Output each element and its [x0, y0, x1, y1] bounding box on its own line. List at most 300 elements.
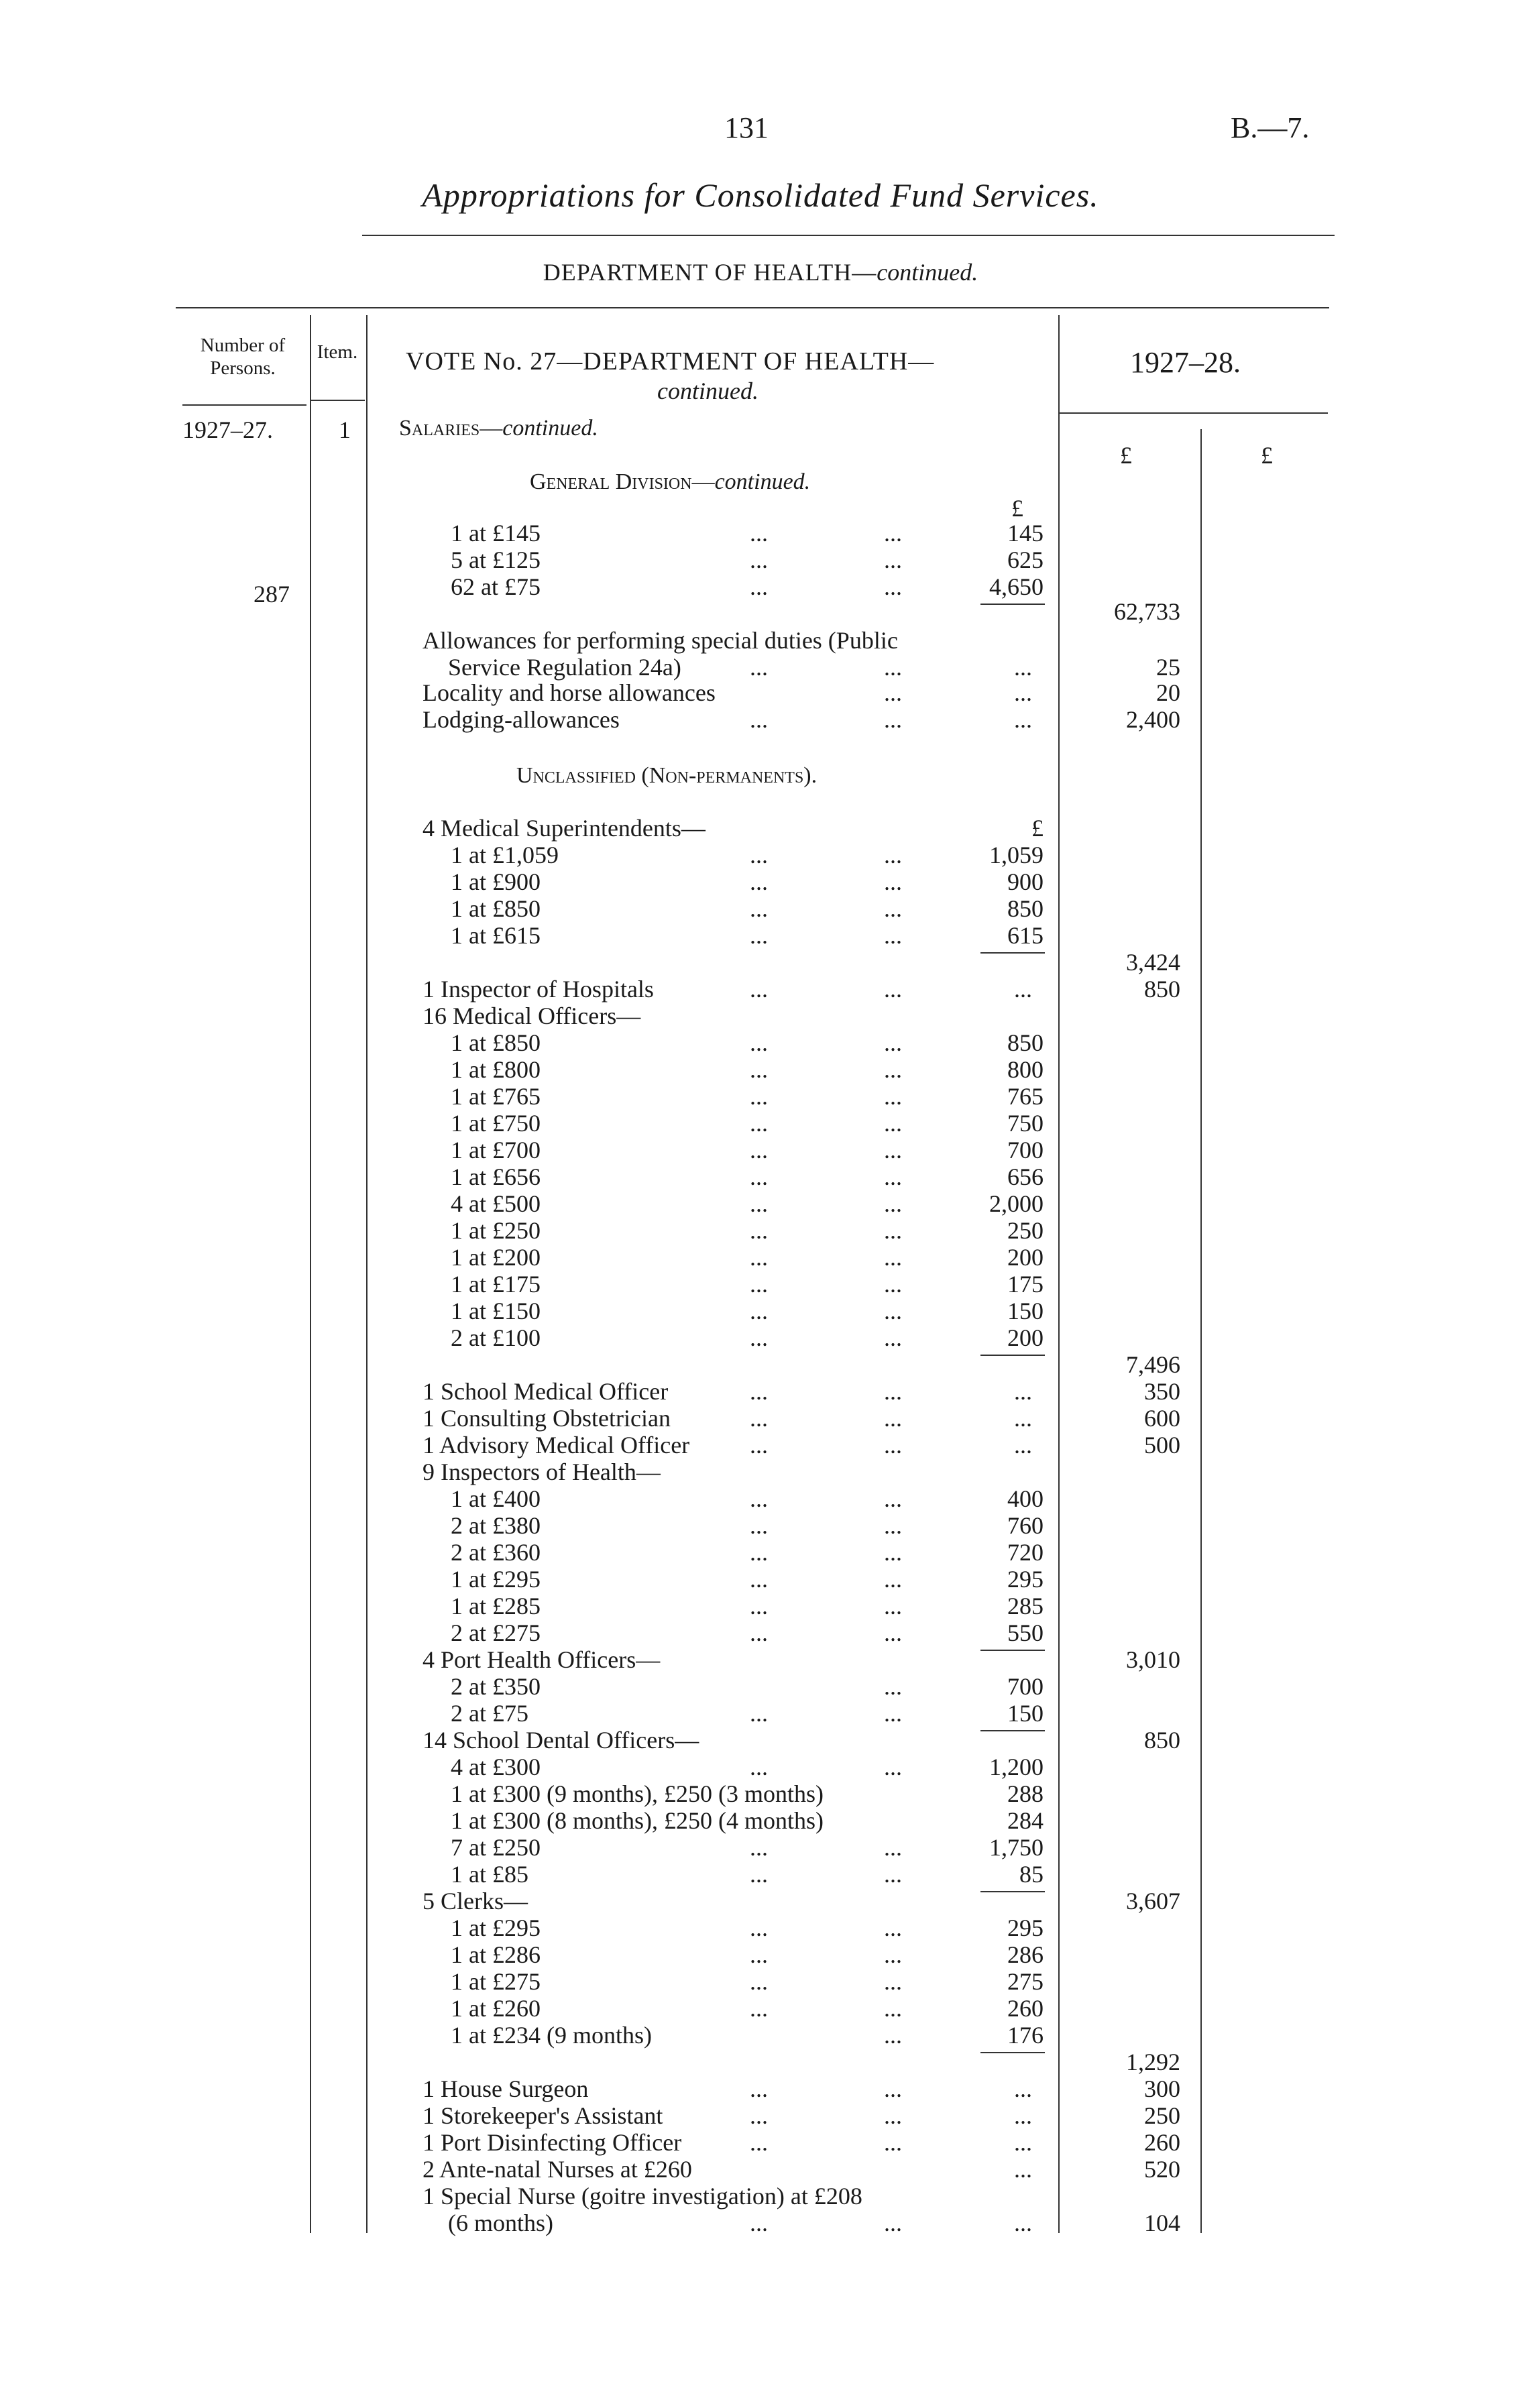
amount-total: 500: [1144, 1432, 1180, 1458]
leader-dots: ...: [750, 1029, 768, 1056]
leader-dots: ...: [884, 2075, 902, 2102]
leader-dots: ...: [884, 2022, 902, 2049]
leader-dots: ...: [884, 1137, 902, 1163]
amount-subitem: 85: [1019, 1861, 1044, 1888]
leader-dots: ...: [750, 1163, 768, 1190]
leader-dots: ...: [884, 895, 902, 922]
table-row: [0, 1995, 1521, 2022]
row-label: (6 months): [448, 2210, 553, 2236]
amount-subitem: 1,200: [989, 1754, 1044, 1780]
row-label: 1 at £750: [451, 1110, 541, 1137]
leader-dots: ...: [750, 1968, 768, 1995]
leader-dots: ...: [750, 2129, 768, 2156]
amount-total: 7,496: [1126, 1351, 1180, 1378]
table-row: [0, 1754, 1521, 1780]
leader-dots: ...: [750, 1110, 768, 1137]
table-row: [0, 1780, 1521, 1807]
leader-dots: ...: [884, 1566, 902, 1593]
row-label: 1 at £85: [451, 1861, 528, 1888]
row-label: 1 at £615: [451, 922, 541, 949]
amount-total: 600: [1144, 1405, 1180, 1432]
table-row: [0, 679, 1521, 706]
amount-subitem: 260: [1007, 1995, 1044, 2022]
title-rule: [362, 235, 1335, 236]
leader-dots: ...: [750, 1941, 768, 1968]
row-label: £: [1011, 495, 1023, 522]
row-label: 4 at £500: [451, 1190, 541, 1217]
leader-dots: ...: [884, 1190, 902, 1217]
row-label: 1 at £285: [451, 1593, 541, 1619]
row-label: 4 at £300: [451, 1754, 541, 1780]
leader-dots: ...: [750, 1217, 768, 1244]
table-row: [0, 1405, 1521, 1432]
table-row: [0, 1163, 1521, 1190]
leader-dots: ...: [750, 2075, 768, 2102]
amount-total: 62,733: [1114, 598, 1180, 625]
amount-total: 350: [1144, 1378, 1180, 1405]
table-row: [0, 654, 1521, 681]
table-row: [0, 1351, 1521, 1378]
table-row: [0, 1029, 1521, 1056]
row-label: 1 Special Nurse (goitre investigation) at £208: [422, 2183, 862, 2210]
row-label: Lodging-allowances: [422, 706, 620, 733]
table-row: [0, 1002, 1521, 1029]
table-row: [0, 2183, 1521, 2210]
amount-subitem: 250: [1007, 1217, 1044, 1244]
leader-dots: ...: [884, 1298, 902, 1324]
amount-subitem: 150: [1007, 1700, 1044, 1727]
table-row: [0, 1593, 1521, 1619]
row-label: 1 at £400: [451, 1485, 541, 1512]
col-item: Item.: [317, 341, 358, 363]
leader-dots: ...: [750, 1754, 768, 1780]
leader-dots: ...: [884, 654, 902, 681]
leader-dots: ...: [884, 1485, 902, 1512]
leader-dots: ...: [884, 573, 902, 600]
row-label: 2 at £75: [451, 1700, 528, 1727]
amount-total: 250: [1144, 2102, 1180, 2129]
leader-dots: ...: [750, 654, 768, 681]
vote-title: VOTE No. 27—DEPARTMENT OF HEALTH—: [406, 347, 935, 376]
table-row: [0, 573, 1521, 600]
row-label: 14 School Dental Officers—: [422, 1727, 699, 1754]
amount-total: 300: [1144, 2075, 1180, 2102]
row-label: 1 at £200: [451, 1244, 541, 1271]
leader-dots: ...: [750, 2210, 768, 2236]
leader-dots: ...: [884, 1861, 902, 1888]
amount-total: 260: [1144, 2129, 1180, 2156]
amount-subitem: 700: [1007, 1673, 1044, 1700]
row-label: 16 Medical Officers—: [422, 1002, 641, 1029]
amount-total: 850: [1144, 976, 1180, 1002]
leader-dots: ...: [884, 1324, 902, 1351]
leader-dots: ...: [884, 1110, 902, 1137]
page-number: 131: [724, 111, 769, 144]
row-label: 1 at £850: [451, 1029, 541, 1056]
amount-subitem: 200: [1007, 1244, 1044, 1271]
leader-dots: ...: [1014, 654, 1032, 681]
page-title: Appropriations for Consolidated Fund Services.: [422, 176, 1099, 214]
row-label: 1 at £300 (9 months), £250 (3 months): [451, 1780, 824, 1807]
row-label: Service Regulation 24a): [448, 654, 681, 681]
amount-subitem: 150: [1007, 1298, 1044, 1324]
amount-total: 3,607: [1126, 1888, 1180, 1914]
leader-dots: ...: [750, 573, 768, 600]
amount-subitem: 2,000: [989, 1190, 1044, 1217]
leader-dots: ...: [884, 1968, 902, 1995]
leader-dots: ...: [750, 1566, 768, 1593]
amount-total: 20: [1156, 679, 1180, 706]
amount-subitem: 145: [1007, 520, 1044, 547]
leader-dots: ...: [750, 1995, 768, 2022]
table-row: [0, 706, 1521, 733]
table-row: [0, 1432, 1521, 1458]
table-row: [0, 598, 1521, 625]
row-label: 1 at £145: [451, 520, 541, 547]
leader-dots: ...: [884, 706, 902, 733]
leader-dots: ...: [1014, 2075, 1032, 2102]
table-row: [0, 1914, 1521, 1941]
document-reference: B.—7.: [1231, 111, 1310, 144]
amount-subitem: 286: [1007, 1941, 1044, 1968]
amount-subitem: 850: [1007, 1029, 1044, 1056]
table-row: [0, 922, 1521, 949]
leader-dots: ...: [1014, 1378, 1032, 1405]
row-label: 2 at £360: [451, 1539, 541, 1566]
leader-dots: ...: [750, 1298, 768, 1324]
salaries-heading: Salaries—continued.: [399, 416, 598, 441]
row-label: 1 Port Disinfecting Officer: [422, 2129, 682, 2156]
leader-dots: ...: [750, 520, 768, 547]
leader-dots: ...: [884, 1217, 902, 1244]
leader-dots: ...: [884, 1995, 902, 2022]
leader-dots: ...: [750, 842, 768, 868]
leader-dots: ...: [884, 1941, 902, 1968]
row-label: 1 at £295: [451, 1914, 541, 1941]
table-row: [0, 895, 1521, 922]
table-row: [0, 1941, 1521, 1968]
leader-dots: ...: [884, 1512, 902, 1539]
amount-subitem: 295: [1007, 1914, 1044, 1941]
leader-dots: ...: [1014, 2210, 1032, 2236]
leader-dots: ...: [884, 1593, 902, 1619]
table-row: [0, 520, 1521, 547]
amount-subitem: 656: [1007, 1163, 1044, 1190]
subtotal-rule: [980, 952, 1045, 954]
row-label: 1 at £850: [451, 895, 541, 922]
amount-subitem: 615: [1007, 922, 1044, 949]
amount-subitem: 200: [1007, 1324, 1044, 1351]
amount-subitem: 765: [1007, 1083, 1044, 1110]
row-label: 1 at £275: [451, 1968, 541, 1995]
amount-subitem: 285: [1007, 1593, 1044, 1619]
leader-dots: ...: [1014, 1405, 1032, 1432]
leader-dots: ...: [884, 1914, 902, 1941]
leader-dots: ...: [1014, 2102, 1032, 2129]
leader-dots: ...: [884, 547, 902, 573]
table-row: [0, 1485, 1521, 1512]
table-row: [0, 1888, 1521, 1914]
vote-title-continued: continued.: [657, 378, 758, 404]
table-row: [0, 949, 1521, 976]
table-row: [0, 2156, 1521, 2183]
amount-total: 3,010: [1126, 1646, 1180, 1673]
row-label: 1 at £295: [451, 1566, 541, 1593]
amount-total: 2,400: [1126, 706, 1180, 733]
table-row: [0, 815, 1521, 842]
leader-dots: ...: [1014, 2156, 1032, 2183]
row-label: 2 at £380: [451, 1512, 541, 1539]
leader-dots: ...: [750, 868, 768, 895]
leader-dots: ...: [884, 1619, 902, 1646]
persons-count: 287: [253, 581, 290, 608]
leader-dots: ...: [884, 1163, 902, 1190]
table-row: [0, 2075, 1521, 2102]
amount-subitem: 850: [1007, 895, 1044, 922]
table-row: [0, 1083, 1521, 1110]
leader-dots: ...: [750, 895, 768, 922]
table-row: [0, 1271, 1521, 1298]
subtotal-rule: [980, 1730, 1045, 1731]
table-row: [0, 1298, 1521, 1324]
row-label: 1 at £286: [451, 1941, 541, 1968]
leader-dots: ...: [750, 1271, 768, 1298]
leader-dots: ...: [750, 1914, 768, 1941]
leader-dots: ...: [1014, 976, 1032, 1002]
amount-subitem: 700: [1007, 1137, 1044, 1163]
leader-dots: ...: [884, 679, 902, 706]
table-row: [0, 1217, 1521, 1244]
leader-dots: ...: [750, 1593, 768, 1619]
amount-subitem: 625: [1007, 547, 1044, 573]
leader-dots: ...: [884, 1378, 902, 1405]
row-label: 1 at £150: [451, 1298, 541, 1324]
leader-dots: ...: [884, 1700, 902, 1727]
leader-dots: ...: [884, 1244, 902, 1271]
row-label: 1 at £656: [451, 1163, 541, 1190]
leader-dots: ...: [884, 1834, 902, 1861]
row-label: 1 at £250: [451, 1217, 541, 1244]
table-row: [0, 1646, 1521, 1673]
amount-total: 3,424: [1126, 949, 1180, 976]
amount-subitem: 288: [1007, 1780, 1044, 1807]
leader-dots: ...: [884, 1083, 902, 1110]
amount-subitem: 900: [1007, 868, 1044, 895]
leader-dots: ...: [750, 1700, 768, 1727]
subtotal-rule: [980, 1650, 1045, 1651]
row-label: 1 at £765: [451, 1083, 541, 1110]
leader-dots: ...: [884, 1673, 902, 1700]
leader-dots: ...: [884, 922, 902, 949]
subtotal-rule: [980, 1891, 1045, 1892]
leader-dots: ...: [1014, 706, 1032, 733]
row-label: 1 at £700: [451, 1137, 541, 1163]
row-label: 1 House Surgeon: [422, 2075, 589, 2102]
table-row: [0, 1727, 1521, 1754]
leader-dots: ...: [750, 1378, 768, 1405]
amount-subitem: 1,750: [989, 1834, 1044, 1861]
leader-dots: ...: [750, 2102, 768, 2129]
row-label: 1 Inspector of Hospitals: [422, 976, 654, 1002]
leader-dots: ...: [750, 1083, 768, 1110]
table-row: [0, 1539, 1521, 1566]
amount-subitem: 176: [1007, 2022, 1044, 2049]
table-row: [0, 1056, 1521, 1083]
row-label: 1 at £175: [451, 1271, 541, 1298]
leader-dots: ...: [750, 1190, 768, 1217]
row-label: 1 School Medical Officer: [422, 1378, 669, 1405]
amount-subitem: 1,059: [989, 842, 1044, 868]
table-row: [0, 1968, 1521, 1995]
table-row: [0, 547, 1521, 573]
col-number-of-persons: Number of Persons.: [200, 335, 286, 379]
leader-dots: ...: [750, 1619, 768, 1646]
row-label: 2 Ante-natal Nurses at £260: [422, 2156, 692, 2183]
leader-dots: ...: [750, 1861, 768, 1888]
table-row: [0, 842, 1521, 868]
leader-dots: ...: [750, 1539, 768, 1566]
header-rule-year: [1060, 412, 1328, 414]
leader-dots: ...: [750, 922, 768, 949]
leader-dots: ...: [884, 2129, 902, 2156]
leader-dots: ...: [884, 1405, 902, 1432]
leader-dots: ...: [884, 1539, 902, 1566]
table-row: [0, 1566, 1521, 1593]
general-division-heading: General Division—continued.: [530, 469, 811, 494]
amount-subitem: 4,650: [989, 573, 1044, 600]
row-label: 1 at £234 (9 months): [451, 2022, 652, 2049]
leader-dots: ...: [884, 1056, 902, 1083]
amount-subitem: 750: [1007, 1110, 1044, 1137]
leader-dots: ...: [750, 1834, 768, 1861]
leader-dots: ...: [750, 1324, 768, 1351]
amount-subitem: 760: [1007, 1512, 1044, 1539]
leader-dots: ...: [750, 1056, 768, 1083]
department-heading: DEPARTMENT OF HEALTH—continued.: [543, 259, 978, 286]
row-label: 1 at £1,059: [451, 842, 559, 868]
table-row: [0, 2102, 1521, 2129]
table-row: [0, 868, 1521, 895]
leader-dots: ...: [884, 1029, 902, 1056]
row-label: 1 at £300 (8 months), £250 (4 months): [451, 1807, 824, 1834]
pound-sign-col2: £: [1120, 442, 1132, 469]
amount-subitem: £: [1031, 815, 1044, 842]
amount-subitem: 284: [1007, 1807, 1044, 1834]
row-label: 1 at £260: [451, 1995, 541, 2022]
leader-dots: ...: [750, 976, 768, 1002]
table-row: [0, 2022, 1521, 2049]
leader-dots: ...: [750, 547, 768, 573]
leader-dots: ...: [884, 842, 902, 868]
row-label: 2 at £275: [451, 1619, 541, 1646]
row-label: 1 at £800: [451, 1056, 541, 1083]
row-label: 9 Inspectors of Health—: [422, 1458, 661, 1485]
row-label: 5 at £125: [451, 547, 541, 573]
table-row: [0, 1244, 1521, 1271]
leader-dots: ...: [884, 1754, 902, 1780]
leader-dots: ...: [884, 1432, 902, 1458]
subtotal-rule: [980, 1355, 1045, 1356]
row-label: 1 Consulting Obstetrician: [422, 1405, 671, 1432]
leader-dots: ...: [750, 1244, 768, 1271]
table-row: [0, 1190, 1521, 1217]
table-row: [0, 1378, 1521, 1405]
subtotal-rule: [980, 2052, 1045, 2053]
table-row: [0, 976, 1521, 1002]
amount-total: 25: [1156, 654, 1180, 681]
row-label: 1 Storekeeper's Assistant: [422, 2102, 663, 2129]
amount-total: 520: [1144, 2156, 1180, 2183]
row-label: 4 Medical Superintendents—: [422, 815, 706, 842]
table-row: [0, 2049, 1521, 2075]
year-left: 1927–27.: [182, 416, 273, 443]
item-number: 1: [339, 416, 351, 443]
leader-dots: ...: [750, 706, 768, 733]
amount-subitem: 400: [1007, 1485, 1044, 1512]
leader-dots: ...: [750, 1432, 768, 1458]
header-top-rule: [176, 307, 1329, 308]
table-row: [0, 1807, 1521, 1834]
amount-subitem: 720: [1007, 1539, 1044, 1566]
table-row: [0, 1673, 1521, 1700]
leader-dots: ...: [884, 520, 902, 547]
table-row: [0, 1619, 1521, 1646]
table-row: [0, 1458, 1521, 1485]
row-label: 2 at £350: [451, 1673, 541, 1700]
table-row: [0, 1861, 1521, 1888]
leader-dots: ...: [884, 2210, 902, 2236]
leader-dots: ...: [884, 1271, 902, 1298]
leader-dots: ...: [1014, 679, 1032, 706]
table-row: [0, 1137, 1521, 1163]
header-rule-item: [310, 400, 365, 401]
table-row: [0, 1700, 1521, 1727]
table-row: [0, 627, 1521, 654]
amount-total: 104: [1144, 2210, 1180, 2236]
row-label: 2 at £100: [451, 1324, 541, 1351]
year-heading: 1927–28.: [1130, 346, 1241, 379]
row-label: Locality and horse allowances: [422, 679, 716, 706]
table-row: [0, 1834, 1521, 1861]
amount-subitem: 175: [1007, 1271, 1044, 1298]
leader-dots: ...: [884, 976, 902, 1002]
row-label: 1 Advisory Medical Officer: [422, 1432, 690, 1458]
pound-sign-col3: £: [1261, 442, 1273, 469]
amount-subitem: 275: [1007, 1968, 1044, 1995]
header-rule-left: [182, 404, 306, 406]
row-label: 4 Port Health Officers—: [422, 1646, 661, 1673]
table-row: [0, 1324, 1521, 1351]
row-label: 1 at £900: [451, 868, 541, 895]
leader-dots: ...: [1014, 1432, 1032, 1458]
leader-dots: ...: [750, 1405, 768, 1432]
leader-dots: ...: [750, 1512, 768, 1539]
table-row: [0, 495, 1521, 522]
table-row: [0, 2129, 1521, 2156]
amount-subitem: 295: [1007, 1566, 1044, 1593]
table-row: [0, 1110, 1521, 1137]
row-label: 7 at £250: [451, 1834, 541, 1861]
leader-dots: ...: [1014, 2129, 1032, 2156]
row-label: 62 at £75: [451, 573, 541, 600]
leader-dots: ...: [750, 1485, 768, 1512]
table-row: [0, 1512, 1521, 1539]
row-label: 5 Clerks—: [422, 1888, 528, 1914]
leader-dots: ...: [884, 2102, 902, 2129]
table-row: [0, 2210, 1521, 2236]
amount-subitem: 550: [1007, 1619, 1044, 1646]
amount-subitem: 800: [1007, 1056, 1044, 1083]
